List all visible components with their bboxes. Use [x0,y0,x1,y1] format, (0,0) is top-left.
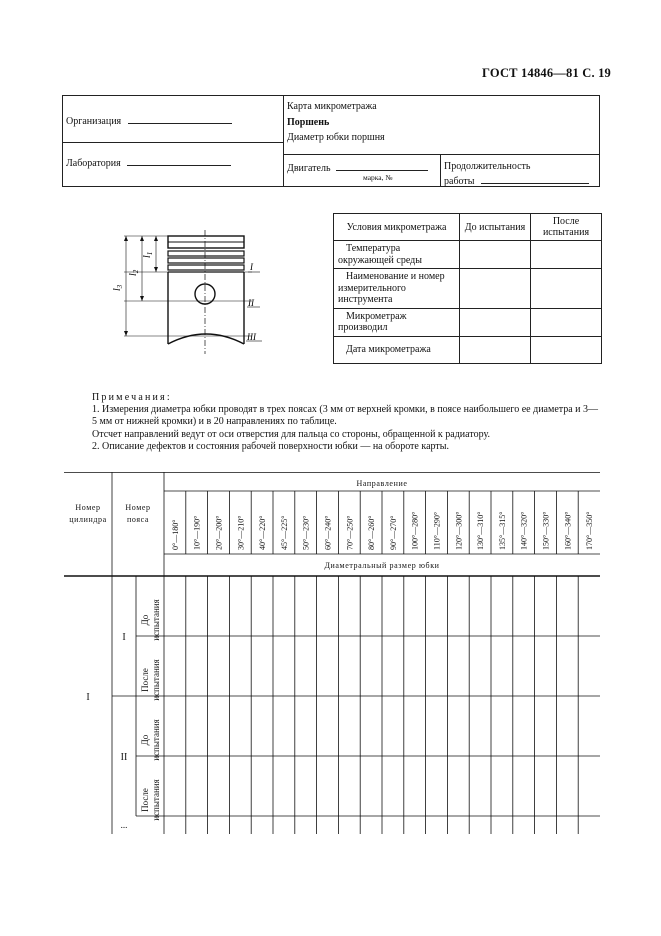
table-ellipsis: ... [120,820,128,830]
belt-number: I [122,632,126,643]
stage-label: До [140,614,150,626]
direction-label: 90°—270° [388,515,398,550]
direction-label: 140°—320° [519,511,529,550]
belt-header: пояса [126,515,150,524]
belt-I-label: I [250,262,253,272]
cylinder-number: I [86,692,90,703]
cyl-header: цилиндра [69,515,107,524]
duration-field[interactable] [444,173,589,187]
stage-label: испытания [151,719,161,761]
lab-label: Лаборатория [66,158,121,169]
stage-label: испытания [151,659,161,701]
engine-label: Двигатель [287,163,331,174]
note-1: 1. Измерения диаметра юбки проводят в трех поясах (3 мм от верхней кромки, в поясе наибольшего ее диаметра и 3—5 мм от нижней кромки) и в 20 направлениях по таблице. [92,404,599,428]
size-header: Диаметральный размер юбки [324,561,440,570]
direction-label: 50°—230° [301,515,311,550]
cond-cell[interactable] [531,269,602,309]
cond-cell[interactable] [460,269,531,309]
part-name: Поршень [287,117,330,128]
dim-l3: $l_3$ [112,284,124,291]
engine-field[interactable] [287,160,428,174]
card-form [62,95,600,187]
direction-header: Направление [356,479,408,488]
card-title: Карта микрометража [287,101,377,112]
stage-label: До [140,734,150,746]
cond-row: Дата микрометража [334,336,460,363]
direction-label: 120°—300° [454,511,464,550]
cond-head-2: После испытания [531,214,602,241]
conditions-table [333,213,602,364]
lab-field[interactable] [66,155,231,169]
cond-head-0: Условия микрометража [334,214,460,241]
cond-cell[interactable] [460,336,531,363]
cond-cell[interactable] [460,308,531,336]
engine-sub: марка, № [363,173,393,182]
duration-label-1: Продолжительность [444,161,531,172]
direction-label: 80°—260° [367,515,377,550]
cond-cell[interactable] [460,241,531,269]
cond-cell[interactable] [531,336,602,363]
dim-l2: $l_2$ [128,269,140,276]
org-label: Организация [66,116,122,127]
cond-row: Наименование и номер измерительного инструмента [334,269,460,309]
stage-label: После [140,668,150,692]
cond-cell[interactable] [531,241,602,269]
direction-label: 110°—290° [432,511,442,550]
measure-name: Диаметр юбки поршня [287,132,385,143]
duration-label-2: работы [444,176,475,187]
belt-number: II [120,752,128,763]
cond-cell[interactable] [531,308,602,336]
cyl-header: Номер [75,503,101,512]
stage-label: испытания [151,599,161,641]
note-1b: Отсчет направлений ведут от оси отверстия для пальца со стороны, обращенной к радиатору. [92,428,490,440]
direction-label: 100°—280° [410,511,420,550]
measurement-table [64,472,600,834]
direction-label: 130°—310° [476,511,486,550]
belt-III-label: III [247,332,256,342]
notes-title: Примечания: [92,392,172,403]
direction-label: 60°—240° [323,515,333,550]
direction-label: 40°—220° [258,515,268,550]
belt-header: Номер [125,503,151,512]
direction-label: 70°—250° [345,515,355,550]
org-field[interactable] [66,113,232,127]
note-2: 2. Описание дефектов и состояния рабочей поверхности юбки — на обороте карты. [92,440,449,452]
direction-label: 135°—315° [497,511,507,550]
direction-label: 160°—340° [563,511,573,550]
direction-label: 0°—180° [170,519,180,550]
direction-label: 170°—350° [585,511,595,550]
cond-row: Микрометраж производил [334,308,460,336]
direction-label: 45°—225° [279,515,289,550]
dim-l1: $l_1$ [142,251,154,258]
notes [92,392,600,453]
cond-head-1: До испытания [460,214,531,241]
cond-row: Температура окружающей среды [334,241,460,269]
direction-label: 150°—330° [541,511,551,550]
page-header: ГОСТ 14846—81 С. 19 [482,66,611,80]
belt-II-label: II [248,298,254,308]
piston-diagram [104,226,274,356]
direction-label: 30°—210° [236,515,246,550]
stage-label: После [140,788,150,812]
stage-label: испытания [151,779,161,821]
direction-label: 20°—200° [214,515,224,550]
direction-label: 10°—190° [192,515,202,550]
